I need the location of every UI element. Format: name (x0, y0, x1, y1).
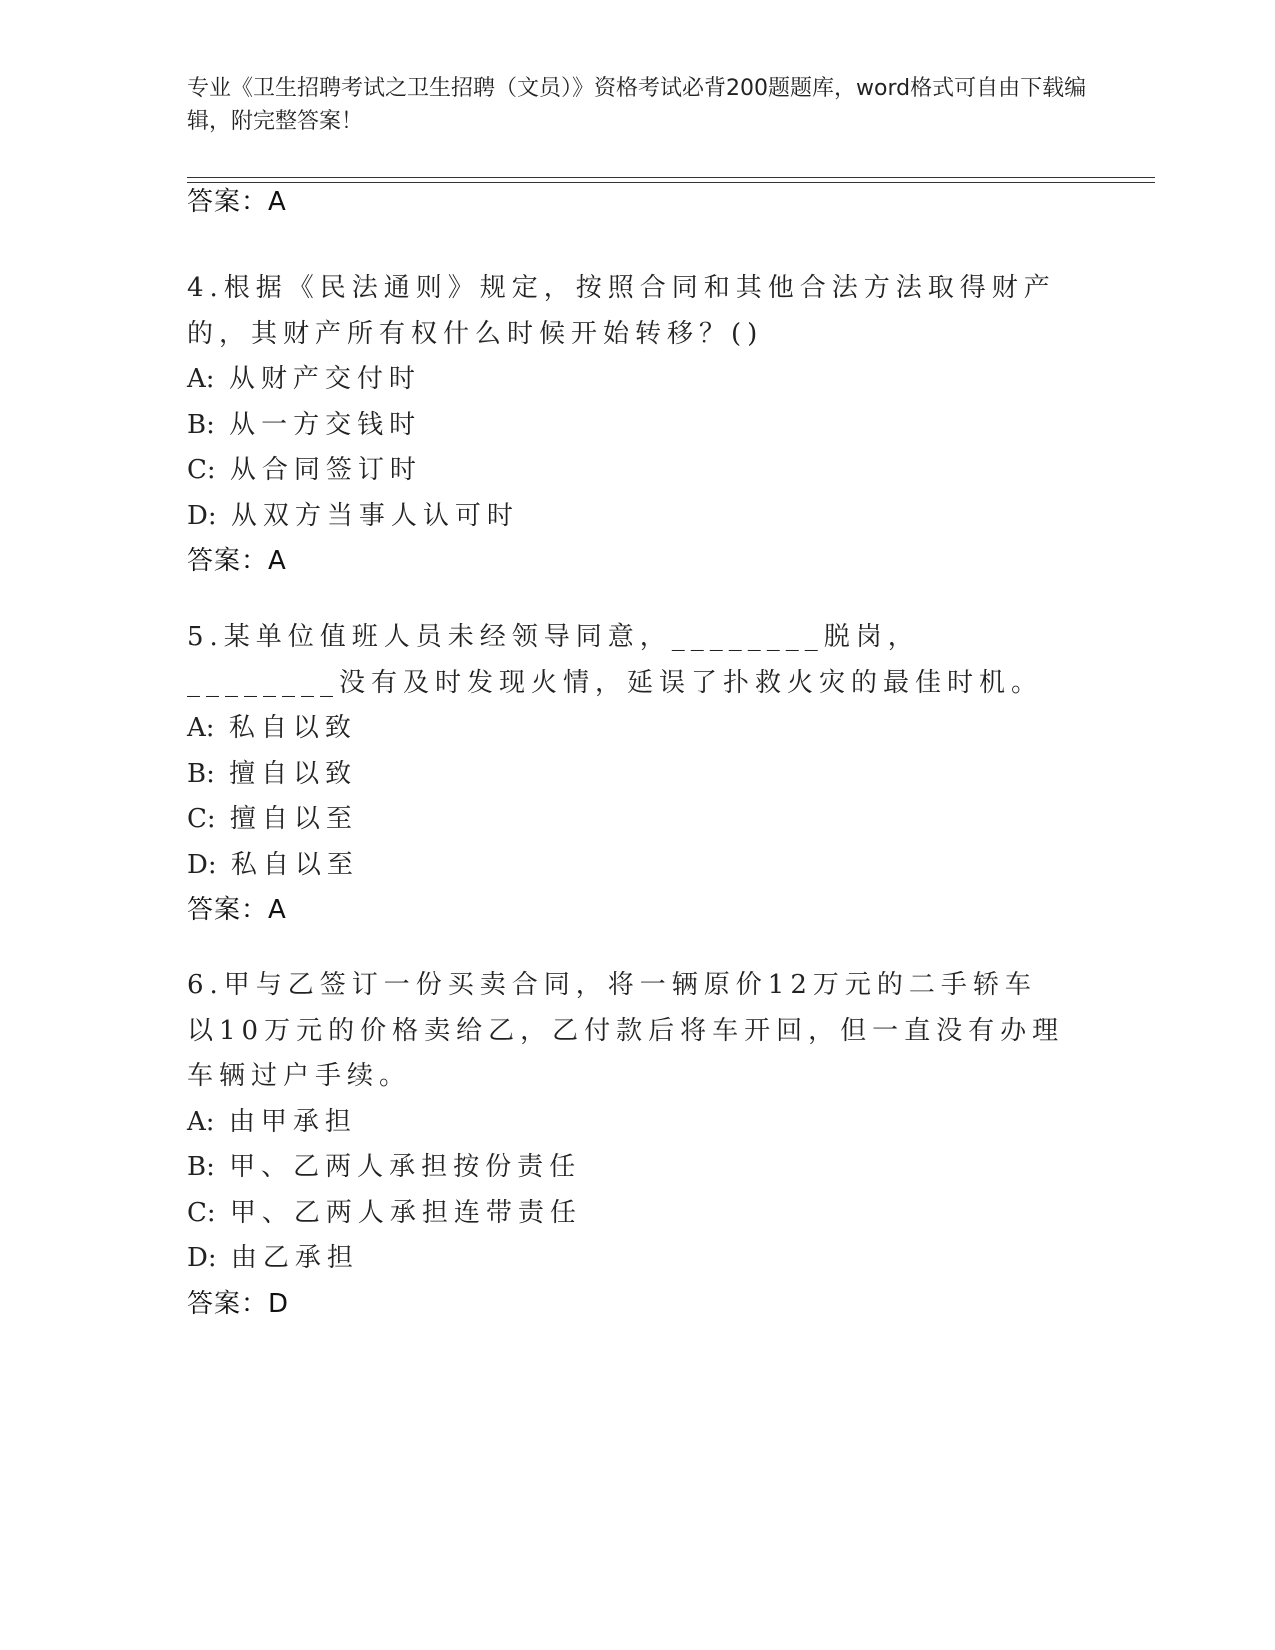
answer-line: 答案：A (187, 546, 287, 576)
option-c: C: 从合同签订时 (187, 455, 422, 485)
header-divider (187, 177, 1155, 183)
page-header: 专业《卫生招聘考试之卫生招聘（文员）》资格考试必背200题题库，word格式可自由下载编辑，附完整答案！ (187, 76, 1087, 134)
question-6 (187, 963, 1067, 1327)
answer-line: 答案：A (187, 895, 287, 925)
question-5 (187, 615, 1067, 934)
option-d: D: 从双方当事人认可时 (187, 500, 519, 531)
question-stem: 6.甲与乙签订一份买卖合同，将一辆原价12万元的二手轿车以10万元的价格卖给乙，乙付款后将车开回，但一直没有办理车辆过户手续。 (187, 970, 1065, 1091)
question-4 (187, 266, 1067, 585)
question-stem: 5.某单位值班人员未经领导同意，________脱岗，________没有及时发现火情，延误了扑救火灾的最佳时机。 (187, 622, 1044, 698)
option-a: A: 从财产交付时 (187, 364, 421, 394)
answer-line-q3: 答案：A (187, 187, 287, 217)
option-b: B: 从一方交钱时 (187, 409, 422, 440)
answer-line: 答案：D (187, 1288, 290, 1319)
option-a: A: 由甲承担 (187, 1106, 357, 1137)
option-b: B: 甲、乙两人承担按份责任 (187, 1152, 582, 1182)
option-a: A: 私自以致 (187, 713, 357, 743)
option-c: C: 甲、乙两人承担连带责任 (187, 1197, 582, 1228)
option-b: B: 擅自以致 (187, 758, 358, 789)
option-d: D: 私自以至 (187, 849, 359, 880)
option-d: D: 由乙承担 (187, 1243, 359, 1273)
option-c: C: 擅自以至 (187, 804, 358, 834)
question-stem: 4.根据《民法通则》规定，按照合同和其他合法方法取得财产的，其财产所有权什么时候开始转移？() (187, 273, 1056, 349)
